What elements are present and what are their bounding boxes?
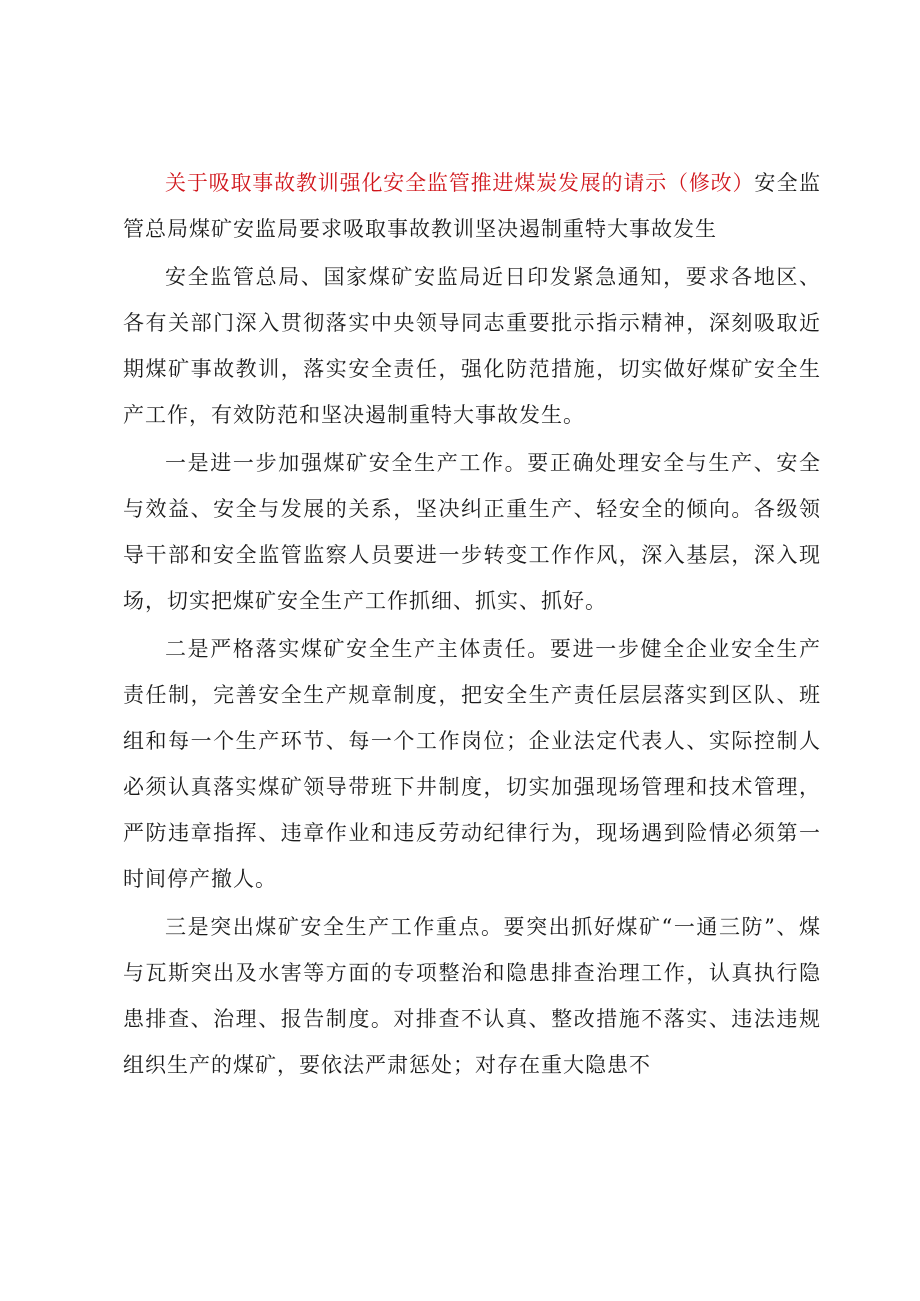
document-page — [123, 160, 821, 1090]
document-title — [123, 160, 821, 252]
paragraph-point-1: 一是进一步加强煤矿安全生产工作。要正确处理安全与生产、安全与效益、安全与发展的关系，坚决纠正重生产、轻安全的倾向。各级领导干部和安全监管监察人员要进一步转变工作作风，深入基层，深入现场，切实把煤矿安全生产工作抓细、抓实、抓好。 — [123, 451, 821, 613]
paragraph-intro: 安全监管总局、国家煤矿安监局近日印发紧急通知，要求各地区、各有关部门深入贯彻落实中央领导同志重要批示指示精神，深刻吸取近期煤矿事故教训，落实安全责任，强化防范措施，切实做好煤矿安全生产工作，有效防范和坚决遏制重特大事故发生。 — [123, 265, 821, 427]
title-red-text: 关于吸取事故教训强化安全监管推进煤炭发展的请示（修改） — [165, 171, 755, 195]
paragraph-point-3: 三是突出煤矿安全生产工作重点。要突出抓好煤矿“一通三防”、煤与瓦斯突出及水害等方面的专项整治和隐患排查治理工作，认真执行隐患排查、治理、报告制度。对排查不认真、整改措施不落实、违法违规组织生产的煤矿，要依法严肃惩处；对存在重大隐患不 — [123, 915, 821, 1077]
paragraph-point-2: 二是严格落实煤矿安全生产主体责任。要进一步健全企业安全生产责任制，完善安全生产规章制度，把安全生产责任层层落实到区队、班组和每一个生产环节、每一个工作岗位；企业法定代表人、实际控制人必须认真落实煤矿领导带班下井制度，切实加强现场管理和技术管理，严防违章指挥、违章作业和违反劳动纪律行为，现场遇到险情必须第一时间停产撤人。 — [123, 637, 821, 891]
title-black-text: 安全监管总局煤矿安监局要求吸取事故教训坚决遏制重特大事故发生 — [123, 171, 821, 241]
